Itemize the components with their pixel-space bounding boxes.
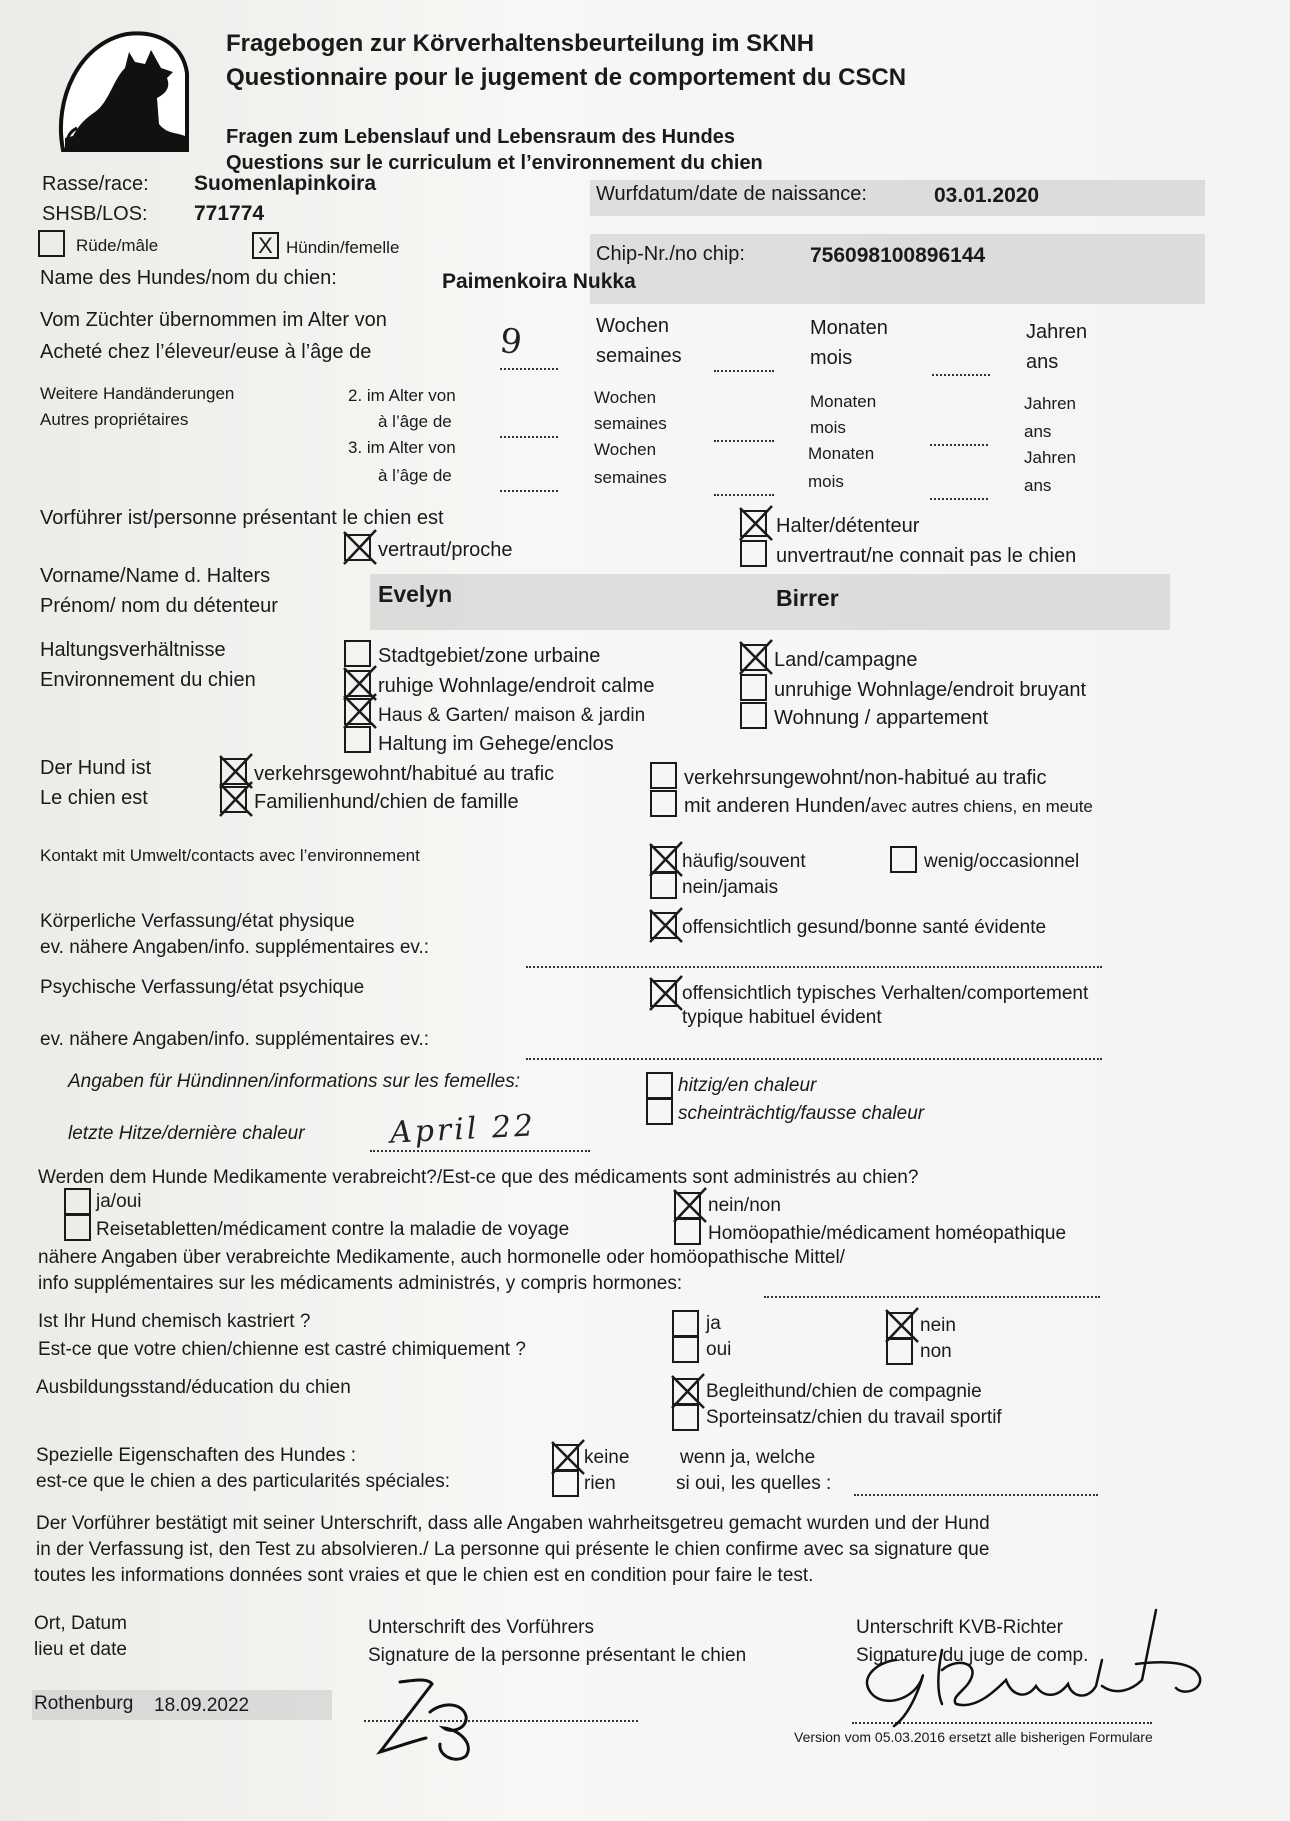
calm-checkbox[interactable] [344, 670, 371, 697]
birthdate-value: 03.01.2020 [934, 184, 1040, 207]
place-label-de: Ort, Datum [34, 1613, 127, 1634]
special-rien: rien [584, 1473, 616, 1494]
owner2-weeks-fr: semaines [594, 414, 667, 433]
family-label: Familienhund/chien de famille [254, 791, 519, 813]
shsb-value: 771774 [194, 202, 265, 225]
chip-label: Chip-Nr./no chip: [596, 243, 745, 265]
owner3-weeks-de: Wochen [594, 440, 657, 459]
owner3-months-fr: mois [808, 472, 844, 491]
special-rien-checkbox[interactable] [552, 1470, 579, 1497]
travel-med-checkbox[interactable] [64, 1214, 91, 1241]
dog-is-label-de: Der Hund ist [40, 757, 152, 779]
owner2-years-de: Jahren [1024, 394, 1076, 413]
calm-label: ruhige Wohnlage/endroit calme [378, 675, 655, 697]
house-label: Haus & Garten/ maison & jardin [378, 705, 646, 726]
environment-label-fr: Environnement du chien [40, 669, 256, 691]
traffic-checkbox[interactable] [220, 758, 247, 785]
psychic-more-label: ev. nähere Angaben/info. supplémentaires ev.: [40, 1029, 430, 1050]
special-which-line [854, 1494, 1098, 1496]
never-checkbox[interactable] [650, 872, 677, 899]
holder-checkbox[interactable] [740, 510, 767, 537]
female-label: Hündin/femelle [286, 238, 400, 257]
with-dogs-label: mit anderen Hunden/avec autres chiens, en meute [684, 795, 1093, 817]
age-question-fr: Acheté chez l’éleveur/euse à l’âge de [40, 341, 372, 363]
chip-value: 756098100896144 [810, 244, 986, 267]
sig-presenter-label-de: Unterschrift des Vorführers [368, 1617, 594, 1638]
owner2-months-de: Monaten [810, 392, 877, 411]
physical-more-line [526, 966, 1102, 968]
weeks-fr: semaines [596, 345, 682, 367]
castration-oui: oui [706, 1339, 732, 1360]
homeo-checkbox[interactable] [674, 1218, 701, 1245]
environment-label-de: Haltungsverhältnisse [40, 639, 226, 661]
training-label: Ausbildungsstand/éducation du chien [36, 1377, 351, 1398]
castration-ja: ja [706, 1313, 721, 1334]
castration-non-checkbox[interactable] [886, 1338, 913, 1365]
castration-question-de: Ist Ihr Hund chemisch kastriert ? [38, 1311, 311, 1332]
owner2-months-fr: mois [810, 418, 846, 437]
apartment-checkbox[interactable] [740, 702, 767, 729]
owner3-fr: à l’âge de [378, 466, 452, 485]
special-label-fr: est-ce que le chien a des particularités spéciales: [36, 1471, 451, 1492]
special-which-de: wenn ja, welche [680, 1447, 816, 1468]
healthy-label: offensichtlich gesund/bonne santé évidente [682, 917, 1047, 938]
owner2-years-fr: ans [1024, 422, 1052, 441]
years-de: Jahren [1026, 321, 1088, 343]
owner2-weeks-de: Wochen [594, 388, 657, 407]
owner2-fr: à l’âge de [378, 412, 452, 431]
owner3-months-de: Monaten [808, 444, 875, 463]
female-checkbox[interactable]: X [252, 232, 279, 259]
psychic-more-line [526, 1058, 1102, 1060]
urban-label: Stadtgebiet/zone urbaine [378, 645, 601, 667]
owner-name-shade [370, 574, 1170, 630]
owner-first-name: Evelyn [378, 581, 453, 607]
sig-judge-label-fr: Signature du juge de comp. [856, 1645, 1089, 1666]
subtitle-fr: Questions sur le curriculum et l’environnement du chien [226, 152, 763, 174]
family-checkbox[interactable] [220, 786, 247, 813]
often-label: häufig/souvent [682, 851, 806, 872]
homeo-label: Homöopathie/médicament homéopathique [708, 1223, 1067, 1244]
place-value: Rothenburg [34, 1693, 134, 1714]
owner3-years-de: Jahren [1024, 448, 1076, 467]
in-heat-checkbox[interactable] [646, 1072, 673, 1099]
owners-label-de: Weitere Handänderungen [40, 384, 235, 403]
apartment-label: Wohnung / appartement [774, 707, 989, 729]
confirmation-line-1: Der Vorführer bestätigt mit seiner Unterschrift, dass alle Angaben wahrheitsgetreu gemacht wurden und der Hund [36, 1513, 990, 1534]
psychic-label: Psychische Verfassung/état psychique [40, 977, 365, 998]
med-more-2: info supplémentaires sur les médicaments administrés, y compris hormones: [38, 1273, 683, 1294]
confirmation-line-2: in der Verfassung ist, den Test zu absolvieren./ La personne qui présente le chien confirme avec sa signature que [36, 1539, 990, 1560]
age-weeks-line [500, 368, 558, 370]
last-heat-label: letzte Hitze/dernière chaleur [68, 1123, 305, 1144]
castration-oui-checkbox[interactable] [672, 1336, 699, 1363]
shsb-label: SHSB/LOS: [42, 203, 148, 225]
urban-checkbox[interactable] [344, 640, 371, 667]
owner3-years-line [930, 498, 988, 500]
title-fr: Questionnaire pour le jugement de comportement du CSCN [226, 64, 907, 91]
dog-silhouette-logo-icon [55, 28, 190, 163]
owners-label-fr: Autres propriétaires [40, 410, 189, 429]
owner2-de: 2. im Alter von [348, 386, 456, 405]
male-label: Rüde/mâle [76, 236, 159, 255]
owner3-months-line [714, 494, 774, 496]
no-traffic-checkbox[interactable] [650, 762, 677, 789]
no-traffic-label: verkehrsungewohnt/non-habitué au trafic [684, 767, 1047, 789]
never-label: nein/jamais [682, 877, 779, 898]
judge-signature [846, 1600, 1226, 1730]
companion-checkbox[interactable] [672, 1378, 699, 1405]
country-checkbox[interactable] [740, 644, 767, 671]
place-label-fr: lieu et date [34, 1639, 127, 1660]
version-note: Version vom 05.03.2016 ersetzt alle bisherigen Formulare [794, 1729, 1153, 1745]
rarely-checkbox[interactable] [890, 846, 917, 873]
false-heat-label: scheinträchtig/fausse chaleur [678, 1103, 925, 1124]
title-de: Fragebogen zur Körverhaltensbeurteilung im SKNH [226, 30, 815, 57]
last-heat-value: April 22 [389, 1108, 537, 1151]
owner-name-label-de: Vorname/Name d. Halters [40, 565, 271, 587]
with-dogs-checkbox[interactable] [650, 790, 677, 817]
castration-non: non [920, 1341, 952, 1362]
male-checkbox[interactable] [38, 230, 65, 257]
healthy-checkbox[interactable] [650, 912, 677, 939]
country-label: Land/campagne [774, 649, 918, 671]
contact-label: Kontakt mit Umwelt/contacts avec l’environnement [40, 846, 420, 865]
noisy-label: unruhige Wohnlage/endroit bruyant [774, 679, 1087, 701]
unfamiliar-label: unvertraut/ne connait pas le chien [776, 545, 1077, 567]
familiar-checkbox[interactable] [344, 534, 371, 561]
age-years-line [932, 374, 990, 376]
owner-last-name: Birrer [776, 585, 839, 611]
med-yes-checkbox[interactable] [64, 1188, 91, 1215]
traffic-label: verkehrsgewohnt/habitué au trafic [254, 763, 555, 785]
house-checkbox[interactable] [344, 698, 371, 725]
special-which-fr: si oui, les quelles : [676, 1473, 832, 1494]
castration-no-checkbox[interactable] [886, 1312, 913, 1339]
unfamiliar-checkbox[interactable] [740, 540, 767, 567]
holder-label: Halter/détenteur [776, 515, 920, 537]
confirmation-line-3: toutes les informations données sont vraies et que le chien est en condition pour faire le test. [34, 1565, 814, 1586]
special-label-de: Spezielle Eigenschaften des Hundes : [36, 1445, 357, 1466]
typical-label-2: typique habituel évident [682, 1007, 882, 1028]
dog-name-value: Paimenkoira Nukka [442, 270, 636, 293]
kennel-label: Haltung im Gehege/enclos [378, 733, 614, 755]
castration-nein: nein [920, 1315, 956, 1336]
months-de: Monaten [810, 317, 888, 339]
noisy-checkbox[interactable] [740, 674, 767, 701]
castration-yes-checkbox[interactable] [672, 1310, 699, 1337]
subtitle-de: Fragen zum Lebenslauf und Lebensraum des Hundes [226, 126, 735, 148]
years-fr: ans [1026, 351, 1059, 373]
sport-checkbox[interactable] [672, 1404, 699, 1431]
owner2-weeks-line [500, 436, 558, 438]
med-more-line [764, 1296, 1100, 1298]
in-heat-label: hitzig/en chaleur [678, 1075, 817, 1096]
dog-name-label: Name des Hundes/nom du chien: [40, 267, 337, 289]
familiar-label: vertraut/proche [378, 539, 513, 561]
owner3-weeks-fr: semaines [594, 468, 667, 487]
med-more-1: nähere Angaben über verabreichte Medikamente, auch hormonelle oder homöopathische Mittel/ [38, 1247, 845, 1268]
special-none-checkbox[interactable] [552, 1444, 579, 1471]
travel-med-label: Reisetabletten/médicament contre la maladie de voyage [96, 1219, 570, 1240]
medication-question: Werden dem Hunde Medikamente verabreicht?/Est-ce que des médicaments sont administrés au chien? [38, 1167, 919, 1188]
birthdate-label: Wurfdatum/date de naissance: [596, 183, 867, 205]
sig-presenter-label-fr: Signature de la personne présentant le chien [368, 1645, 747, 1666]
castration-question-fr: Est-ce que votre chien/chienne est castré chimiquement ? [38, 1339, 526, 1360]
kennel-checkbox[interactable] [344, 726, 371, 753]
sport-label: Sporteinsatz/chien du travail sportif [706, 1407, 1002, 1428]
owner3-years-fr: ans [1024, 476, 1052, 495]
owner-name-label-fr: Prénom/ nom du détenteur [40, 595, 278, 617]
med-yes-label: ja/oui [96, 1191, 142, 1212]
physical-label: Körperliche Verfassung/état physique [40, 911, 355, 932]
months-fr: mois [810, 347, 853, 369]
last-heat-line [370, 1150, 590, 1152]
owner2-years-line [930, 444, 988, 446]
age-handwritten-value: 9 [497, 320, 525, 364]
age-months-line [714, 370, 774, 372]
special-keine: keine [584, 1447, 630, 1468]
owner2-months-line [714, 440, 774, 442]
date-value: 18.09.2022 [154, 1695, 250, 1716]
typical-checkbox[interactable] [650, 980, 677, 1007]
weeks-de: Wochen [596, 315, 670, 337]
race-value: Suomenlapinkoira [194, 172, 377, 195]
companion-label: Begleithund/chien de compagnie [706, 1381, 982, 1402]
med-no-label: nein/non [708, 1195, 781, 1216]
race-label: Rasse/race: [42, 173, 149, 195]
owner3-de: 3. im Alter von [348, 438, 456, 457]
often-checkbox[interactable] [650, 846, 677, 873]
med-no-checkbox[interactable] [674, 1192, 701, 1219]
females-label: Angaben für Hündinnen/informations sur les femelles: [68, 1071, 521, 1092]
rarely-label: wenig/occasionnel [924, 851, 1080, 872]
sig-judge-label-de: Unterschrift KVB-Richter [856, 1617, 1063, 1638]
age-question-de: Vom Züchter übernommen im Alter von [40, 309, 387, 331]
dog-is-label-fr: Le chien est [40, 787, 148, 809]
owner3-weeks-line [500, 490, 558, 492]
physical-more-label: ev. nähere Angaben/info. supplémentaires ev.: [40, 937, 430, 958]
false-heat-checkbox[interactable] [646, 1098, 673, 1125]
presenter-signature [370, 1672, 520, 1762]
presenter-label: Vorführer ist/personne présentant le chien est [40, 507, 444, 529]
typical-label-1: offensichtlich typisches Verhalten/comportement [682, 983, 1089, 1004]
